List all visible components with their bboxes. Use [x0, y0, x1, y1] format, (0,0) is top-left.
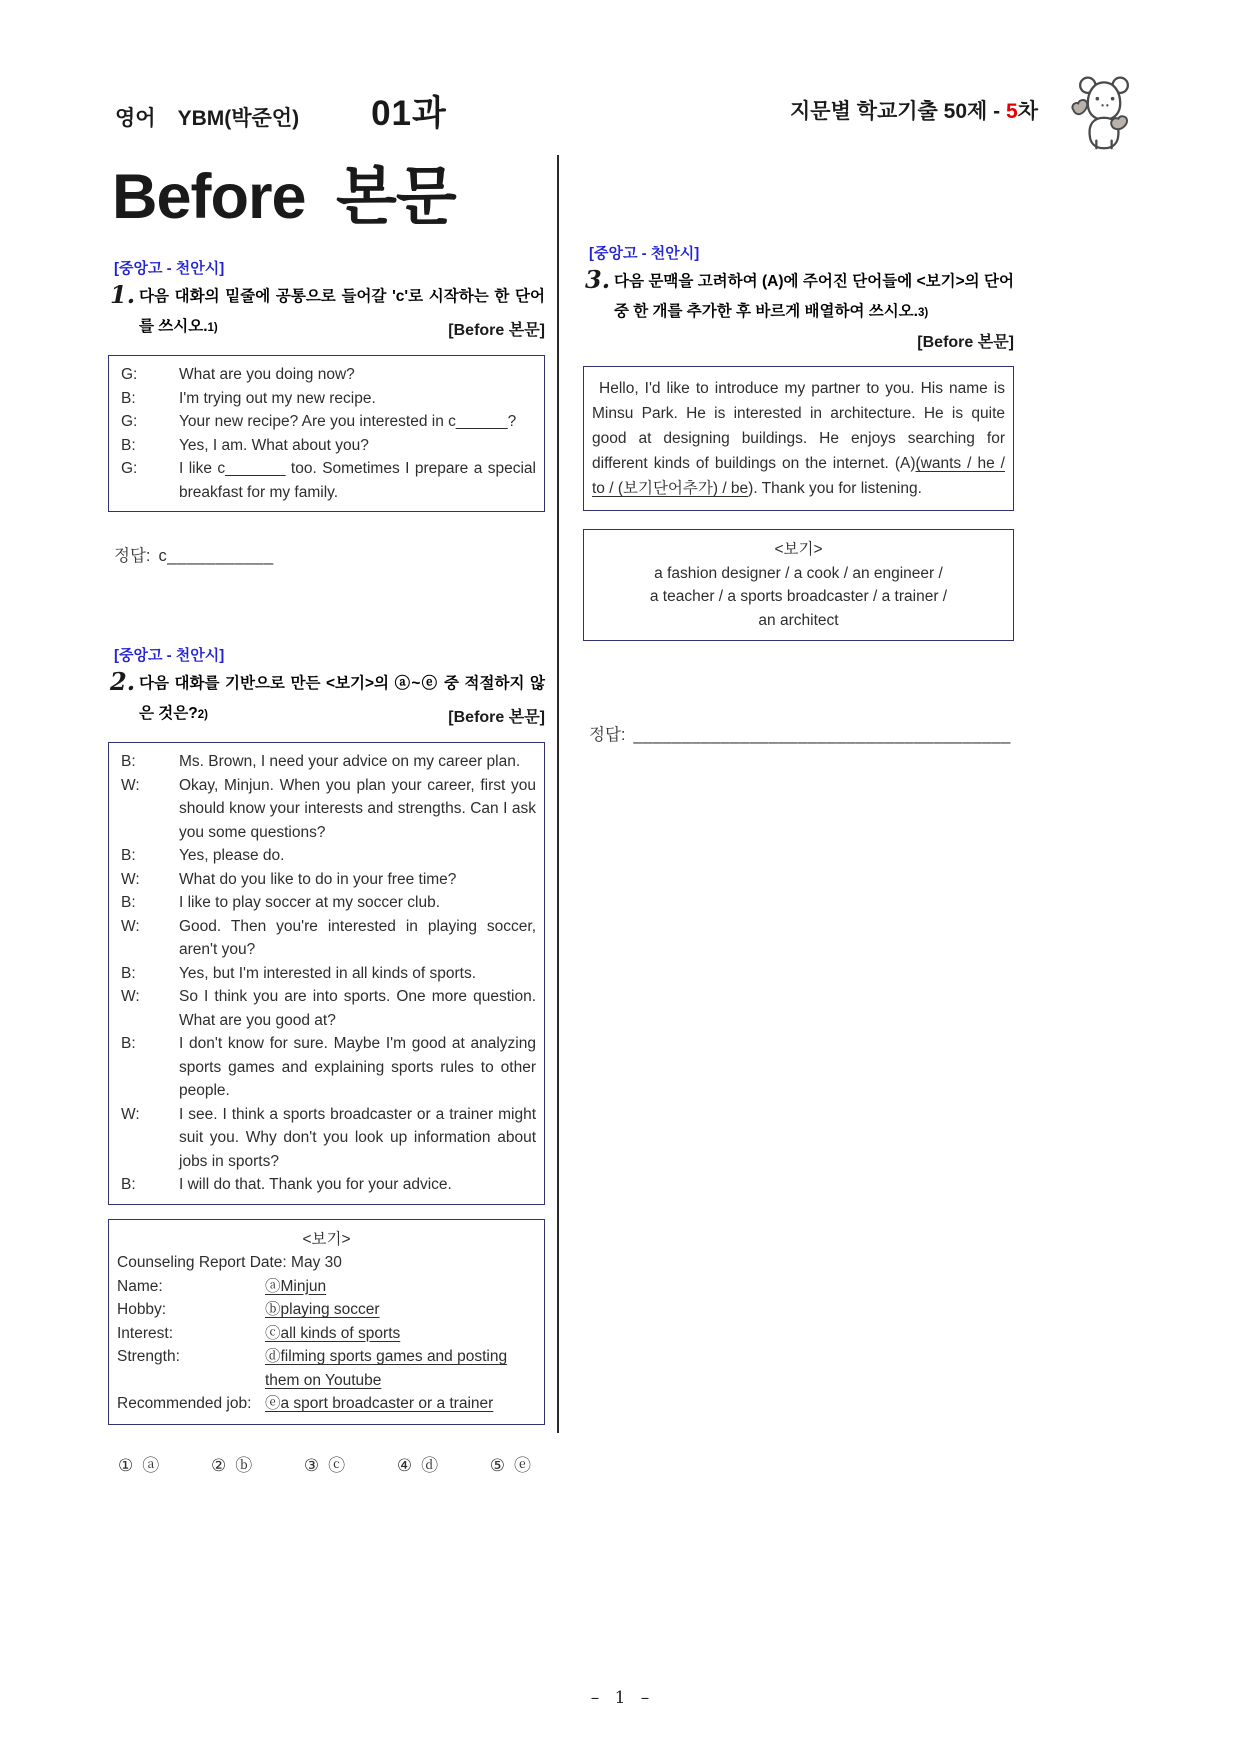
dialogue-speaker: B: [121, 753, 136, 770]
dialogue-line [115, 1103, 538, 1174]
dialogue-line [115, 844, 538, 868]
question3-bogi-box [583, 529, 1014, 641]
report-value: ⓒall kinds of sports [265, 1324, 401, 1342]
bogi-option-line: a teacher / a sports broadcaster / a trainer / [649, 588, 948, 605]
bogi-option-line: a fashion designer / a cook / an engineer / [654, 564, 943, 582]
question2-choices [108, 1451, 545, 1476]
question3-number: 3. [585, 265, 611, 294]
dialogue-text: What do you like to do in your free time? [179, 870, 457, 888]
passage-text [592, 376, 1005, 501]
question3-passage-box [583, 366, 1014, 511]
dialogue-text: So I think you are into sports. One more question. What are you good at? [179, 988, 536, 1029]
report-row [117, 1345, 536, 1392]
report-label: Recommended job: [117, 1395, 252, 1412]
report-row [117, 1322, 536, 1346]
dialogue-speaker: G: [121, 460, 138, 477]
dialogue-speaker: B: [121, 436, 136, 454]
bear-with-hearts-icon [1056, 70, 1152, 154]
dialogue-text: Your new recipe? Are you interested in c______? [179, 413, 517, 430]
question3-source-school: [중앙고 - 천안시] [589, 245, 700, 262]
dialogue-line [115, 985, 538, 1032]
dialogue-line [115, 387, 538, 411]
choice-number: ③ [303, 1455, 320, 1475]
choice-number: ⑤ [489, 1455, 505, 1475]
dialogue-speaker: B: [121, 1176, 136, 1193]
question2-bogi-box [108, 1219, 545, 1425]
question2-source-school: [중앙고 - 천안시] [114, 647, 225, 664]
dialogue-line [115, 774, 538, 845]
dialogue-text: Okay, Minjun. When you plan your career, first you should know your interests and strengths. Can I ask you some questions? [179, 776, 536, 841]
page-number: – 1 – [590, 1688, 650, 1708]
question3-stem [583, 267, 1014, 358]
dialogue-text: Yes, please do. [179, 847, 285, 864]
bogi-title: <보기> [302, 1230, 351, 1248]
question1-answer-line [108, 542, 545, 566]
passage-pre: Hello, I'd like to introduce my partner to you. His name is Minsu Park. He is interested in architecture. He is quite good at designing buildings. He enjoys searching for different kinds of buildings on the internet. (A) [592, 380, 1005, 472]
report-label: Strength: [117, 1348, 180, 1365]
dialogue-line [115, 363, 538, 387]
report-label: Interest: [117, 1324, 173, 1342]
dialogue-text: Ms. Brown, I need your advice on my career plan. [179, 753, 521, 770]
report-row [117, 1392, 536, 1416]
question3-section-tag: [Before 본문] [917, 334, 1014, 351]
answer-blank: _______________________________________ [633, 726, 1011, 744]
answer-label: 정답: [589, 726, 626, 744]
question2-footnote-marker: 2) [197, 709, 208, 721]
report-row [117, 1298, 536, 1322]
report-date-line: Counseling Report Date: May 30 [117, 1254, 342, 1271]
choice-mark: ⓑ [235, 1455, 253, 1475]
question2-section-tag: [Before 본문] [448, 704, 545, 727]
report-value: ⓓfilming sports games and posting them on Youtube [265, 1348, 508, 1389]
question1-stem-text: 다음 대화의 밑줄에 공통으로 들어갈 'c'로 시작하는 한 단어를 쓰시오. [139, 288, 545, 335]
dialogue-line [115, 915, 538, 962]
choice-mark: ⓓ [421, 1455, 439, 1475]
report-label: Name: [117, 1277, 163, 1295]
bogi-title: <보기> [774, 541, 823, 558]
dialogue-text: Yes, but I'm interested in all kinds of sports. [179, 964, 477, 982]
choice-number: ② [210, 1455, 227, 1475]
question1-number: 1. [110, 280, 136, 309]
lesson-label: 01과 [371, 94, 447, 133]
publisher-label: YBM(박준언) [177, 107, 300, 130]
column-divider [557, 155, 559, 1433]
dialogue-speaker: G: [121, 413, 138, 430]
bogi-option-line: an architect [758, 611, 839, 629]
header-right [638, 95, 1038, 125]
header-left [115, 86, 447, 136]
passage-post: ). Thank you for listening. [748, 480, 922, 497]
report-value: ⓑplaying soccer [265, 1301, 380, 1318]
question1-dialogue-box [108, 355, 545, 512]
question3-stem-text: 다음 문맥을 고려하여 (A)에 주어진 단어들에 <보기>의 단어 중 한 개를 추가한 후 바르게 배열하여 쓰시오. [614, 273, 1014, 320]
exam-set-separator: - [993, 100, 1001, 123]
dialogue-text: I will do that. Thank you for your advice. [179, 1176, 452, 1193]
dialogue-text: Yes, I am. What about you? [179, 436, 369, 454]
report-label: Hobby: [117, 1301, 167, 1318]
choice-number: ① [118, 1455, 134, 1475]
dialogue-line [115, 750, 538, 774]
subject-label: 영어 [115, 107, 156, 130]
right-column [583, 242, 1014, 745]
dialogue-speaker: W: [121, 988, 140, 1005]
report-value: ⓐMinjun [265, 1277, 327, 1295]
dialogue-speaker: B: [121, 894, 136, 911]
answer-label: 정답: [114, 547, 151, 565]
choice-2 [211, 1451, 252, 1476]
dialogue-text: I'm trying out my new recipe. [179, 389, 376, 407]
question2-dialogue-box [108, 742, 545, 1205]
exam-set-title: 지문별 학교기출 50제 [790, 100, 988, 123]
dialogue-text: I like c_______ too. Sometimes I prepare a special breakfast for my family. [179, 460, 536, 501]
left-column [108, 257, 545, 1476]
dialogue-speaker: B: [121, 964, 136, 982]
dialogue-speaker: G: [121, 366, 138, 383]
question2-stem [108, 669, 545, 730]
dialogue-speaker: W: [121, 1105, 140, 1123]
question2-stem-text: 다음 대화를 기반으로 만든 <보기>의 ⓐ~ⓔ 중 적절하지 않은 것은? [139, 675, 545, 722]
dialogue-speaker: B: [121, 1035, 136, 1052]
choice-mark: ⓐ [142, 1455, 160, 1475]
choice-5 [490, 1451, 531, 1476]
dialogue-speaker: B: [121, 847, 136, 864]
dialogue-line [115, 962, 538, 986]
dialogue-text: I don't know for sure. Maybe I'm good at analyzing sports games and explaining sports rules to other people. [179, 1035, 536, 1099]
dialogue-line [115, 434, 538, 458]
dialogue-line [115, 868, 538, 892]
question1-source-school: [중앙고 - 천안시] [114, 260, 225, 277]
dialogue-speaker: W: [121, 776, 140, 794]
dialogue-text: I see. I think a sports broadcaster or a trainer might suit you. Why don't you look up information about jobs in sports? [179, 1105, 536, 1170]
question1-section-tag: [Before 본문] [448, 317, 545, 340]
dialogue-line [115, 891, 538, 915]
question3-footnote-marker: 3) [917, 307, 929, 319]
dialogue-line [115, 1032, 538, 1103]
dialogue-speaker: B: [121, 389, 136, 407]
question3-answer-line [583, 721, 1014, 745]
choice-number: ④ [396, 1455, 413, 1475]
choice-4 [397, 1451, 438, 1476]
dialogue-line [115, 457, 538, 504]
question2-number: 2. [110, 667, 136, 696]
choice-3 [304, 1451, 345, 1476]
exam-round-unit: 차 [1017, 100, 1038, 123]
dialogue-text: I like to play soccer at my soccer club. [179, 894, 441, 911]
report-value: ⓔa sport broadcaster or a trainer [265, 1395, 494, 1412]
question1-stem [108, 282, 545, 343]
exam-round-number: 5 [1006, 100, 1018, 123]
report-row [117, 1275, 536, 1299]
question1-footnote-marker: 1) [207, 322, 218, 334]
choice-mark: ⓔ [514, 1455, 531, 1475]
dialogue-speaker: W: [121, 870, 140, 888]
answer-blank: c___________ [158, 547, 274, 565]
passage-underlined-words: (wants / he / to / (보기단어추가) / be [592, 455, 1005, 497]
dialogue-speaker: W: [121, 917, 140, 935]
choice-1 [118, 1451, 159, 1476]
dialogue-line [115, 410, 538, 434]
choice-mark: ⓒ [328, 1455, 346, 1475]
dialogue-line [115, 1173, 538, 1197]
page-title: Before 본문 [112, 162, 456, 232]
dialogue-text: Good. Then you're interested in playing soccer, aren't you? [179, 917, 536, 958]
dialogue-text: What are you doing now? [179, 366, 355, 383]
